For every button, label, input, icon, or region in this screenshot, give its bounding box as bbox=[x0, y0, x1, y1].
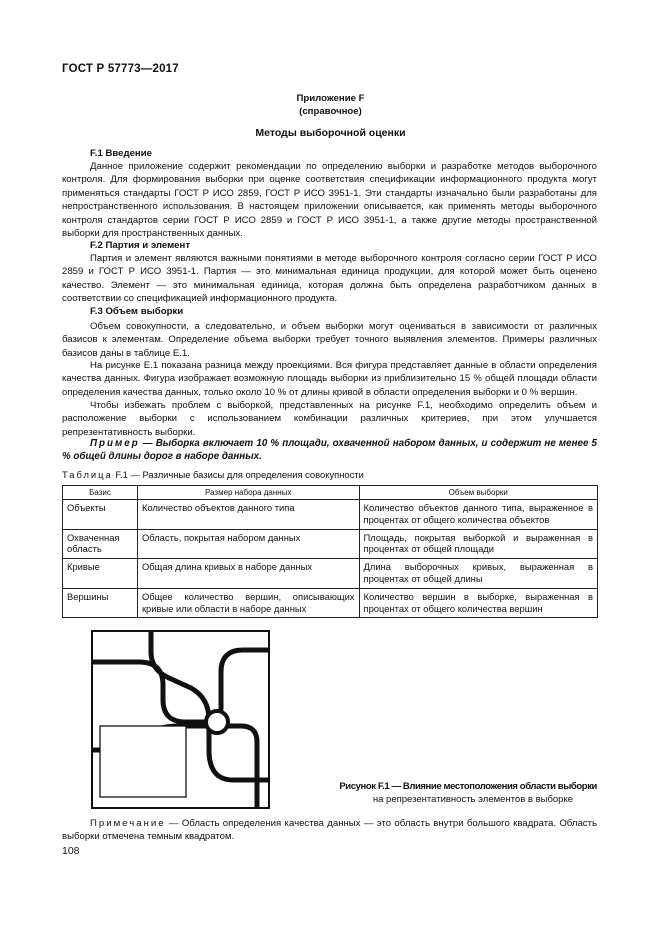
section-f1-title: F.1 Введение bbox=[90, 148, 152, 159]
example-label: Пример bbox=[90, 438, 140, 449]
section-f3-title: F.3 Объем выборки bbox=[90, 306, 184, 317]
table-cell: Количество объектов данного типа, выраженное в процентах от общего количества объектов bbox=[359, 500, 598, 530]
road-curve-1 bbox=[92, 650, 269, 722]
table-row bbox=[63, 559, 598, 589]
section-f3-paragraph-1: Объем совокупности, а следовательно, и объем выборки могут оцениваться в зависимости от различных базисов к элементам. Определение объема выборки требует точного выявления элементов. Примеры различных базисов даны в таблице E.1. bbox=[62, 321, 597, 359]
table-cell: Кривые bbox=[63, 559, 138, 589]
table-header-row bbox=[63, 486, 598, 500]
figure-caption-line-1: Рисунок F.1 — Влияние местоположения области выборки bbox=[339, 781, 597, 792]
section-f2-paragraph: Партия и элемент являются важными понятиями в методе выборочного контроля согласно серии ГОСТ Р ИСО 2859 и ГОСТ Р ИСО 3951-1. Партия — это минимальная единица продукции, для которой может быть оценено качество. Элемент — это минимальная единица, которая должна быть определена разработчиком данных в соответствии со спецификацией информационного продукта. bbox=[62, 253, 597, 305]
note-text: — Область определения качества данных — это область внутри большого квадрата. Область выборки отмечена темным квадратом. bbox=[62, 818, 597, 843]
section-f2-title: F.2 Партия и элемент bbox=[90, 240, 191, 251]
table-row bbox=[63, 500, 598, 530]
figure-caption-line-2: на репрезентативность элементов в выборке bbox=[372, 794, 573, 805]
document-header: ГОСТ Р 57773—2017 bbox=[62, 63, 179, 75]
table-cell: Охваченная область bbox=[63, 529, 138, 559]
table-cell: Длина выборочных кривых, выраженная в процентах от общей длины bbox=[359, 559, 598, 589]
table-header-basis: Базис bbox=[63, 486, 138, 500]
appendix-heading: Методы выборочной оценки bbox=[255, 127, 406, 139]
node-circle bbox=[206, 711, 228, 733]
table-cell: Площадь, покрытая выборкой и выраженная в процентах от общей площади bbox=[359, 529, 598, 559]
note-paragraph bbox=[62, 817, 597, 844]
section-f3-paragraph-2: На рисунке E.1 показана разница между проекциями. Вся фигура представляет данные в области определения качества данных. Фигура изображает возможную площадь выборки из приблизительно 15 % общей площади области определения качества данных, только около 10 % от длины кривой в области определения выборки и 0 % вершин. bbox=[62, 360, 597, 398]
section-f3-paragraph-3: Чтобы избежать проблем с выборкой, представленных на рисунке F.1, необходимо определить объем и расположение выборки с использованием комбинации различных критериев, при этом улучшается репрезентативность выборки. bbox=[62, 400, 597, 438]
sample-area-square bbox=[100, 726, 186, 797]
table-cell: Количество вершин в выборке, выраженная в процентах от общего количества вершин bbox=[359, 588, 598, 618]
page-number: 108 bbox=[62, 845, 80, 857]
table-cell: Область, покрытая набором данных bbox=[137, 529, 359, 559]
table-caption-text: F.1 — Различные базисы для определения совокупности bbox=[112, 469, 364, 480]
section-f1-paragraph: Данное приложение содержит рекомендации по определению выборки и разработке методов выборочного контроля. Для формирования выборки при оценке соответствия спецификации информационного продукта могут применяться стандарты ГОСТ Р ИСО 2859, ГОСТ Р ИСО 3951-1. Эти стандарты изначально были разработаны для непространственного использования. В настоящем приложении описывается, как применять методы выборочного контроля стандартов серии ГОСТ Р ИСО 2859 и ГОСТ Р ИСО 3951-1, а также другие методы пространственной выборки для пространственных данных. bbox=[62, 161, 597, 240]
example-text: — Выборка включает 10 % площади, охваченной набором данных, и содержит не менее 5 % общей длины дорог в наборе данных. bbox=[62, 438, 597, 463]
table-cell: Общее количество вершин, описывающих кривые или области в наборе данных bbox=[137, 588, 359, 618]
table-cell: Вершины bbox=[63, 588, 138, 618]
table-cell: Количество объектов данного типа bbox=[137, 500, 359, 530]
table-row bbox=[63, 529, 598, 559]
bases-table bbox=[62, 485, 598, 618]
table-row bbox=[63, 588, 598, 618]
table-cell: Общая длина кривых в наборе данных bbox=[137, 559, 359, 589]
appendix-title: Приложение F bbox=[296, 93, 365, 104]
example-paragraph bbox=[62, 437, 597, 464]
appendix-subtitle: (справочное) bbox=[299, 106, 362, 117]
note-label: Примечание bbox=[90, 818, 166, 829]
table-header-dataset-size: Размер набора данных bbox=[137, 486, 359, 500]
table-caption bbox=[62, 469, 364, 480]
table-header-sample-size: Объем выборки bbox=[359, 486, 598, 500]
table-caption-label: Таблица bbox=[62, 469, 113, 480]
table-cell: Объекты bbox=[63, 500, 138, 530]
sampling-figure bbox=[91, 630, 271, 810]
